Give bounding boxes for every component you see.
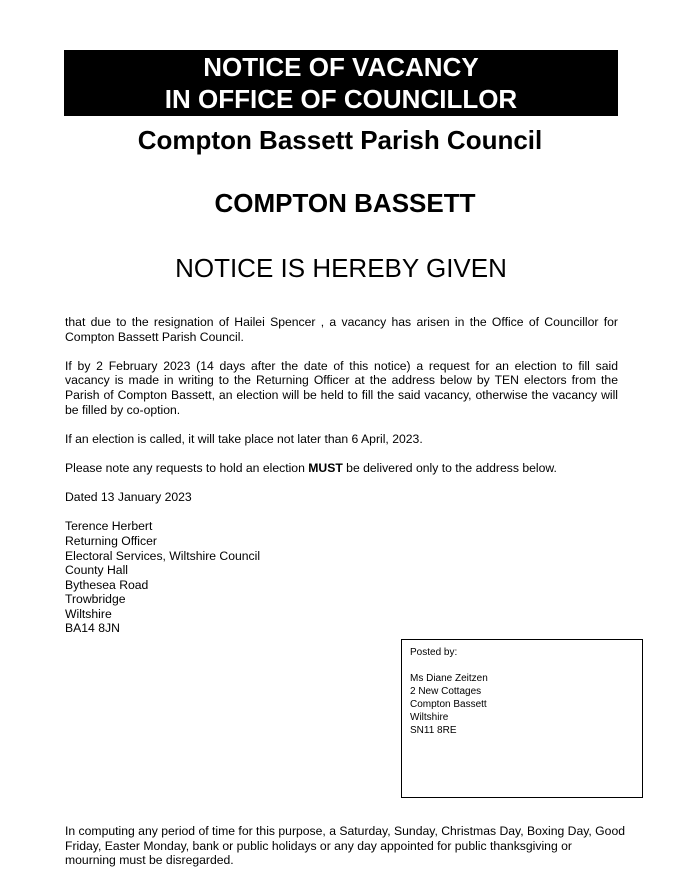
parish-name: COMPTON BASSETT <box>214 188 476 218</box>
banner-line-1: NOTICE OF VACANCY <box>203 52 479 82</box>
returning-officer-address <box>65 519 618 636</box>
delivery-note-emphasis: MUST <box>308 460 343 475</box>
notice-heading: NOTICE IS HEREBY GIVEN <box>175 253 507 283</box>
poster-name: Ms Diane Zeitzen <box>410 673 488 684</box>
time-computation-note: In computing any period of time for this purpose, a Saturday, Sunday, Christmas Day, Boxing Day, Good Friday, Easter Monday, bank or public holidays or any day appointed for public thanksgiving or mourning must be disregarded. <box>65 824 625 868</box>
officer-department: Electoral Services, Wiltshire Council <box>65 548 261 563</box>
poster-address-2: Compton Bassett <box>410 699 487 710</box>
notice-banner <box>64 50 618 116</box>
resignation-paragraph: that due to the resignation of Hailei Spencer , a vacancy has arisen in the Office of Councillor for Compton Bassett Parish Council. <box>65 315 618 344</box>
officer-postcode: BA14 8JN <box>65 621 120 636</box>
officer-town: Trowbridge <box>65 592 126 607</box>
posted-by-box <box>401 639 643 798</box>
officer-building: County Hall <box>65 563 128 578</box>
banner-line-2: IN OFFICE OF COUNCILLOR <box>164 84 518 114</box>
poster-address-1: 2 New Cottages <box>410 686 482 697</box>
council-name: Compton Bassett Parish Council <box>137 125 543 155</box>
delivery-note-end: be delivered only to the address below. <box>342 460 557 475</box>
delivery-note-start: Please note any requests to hold an election <box>65 460 309 475</box>
officer-street: Bythesea Road <box>65 577 149 592</box>
dated-line: Dated 13 January 2023 <box>65 490 192 505</box>
poster-county: Wiltshire <box>410 712 449 723</box>
officer-county: Wiltshire <box>65 606 112 621</box>
election-date-paragraph: If an election is called, it will take place not later than 6 April, 2023. <box>65 431 423 446</box>
officer-role: Returning Officer <box>65 533 157 548</box>
delivery-note-paragraph <box>65 461 618 476</box>
officer-name: Terence Herbert <box>65 519 153 534</box>
poster-postcode: SN11 8RE <box>410 725 457 736</box>
notice-body <box>65 315 618 636</box>
election-request-paragraph: If by 2 February 2023 (14 days after the date of this notice) a request for an election to fill said vacancy is made in writing to the Returning Officer at the address below by TEN electors from the Parish of Compton Bassett, an election will be held to fill the said vacancy, otherwise the vacancy will be filled by co-option. <box>65 358 618 417</box>
posted-by-label: Posted by: <box>410 647 458 658</box>
